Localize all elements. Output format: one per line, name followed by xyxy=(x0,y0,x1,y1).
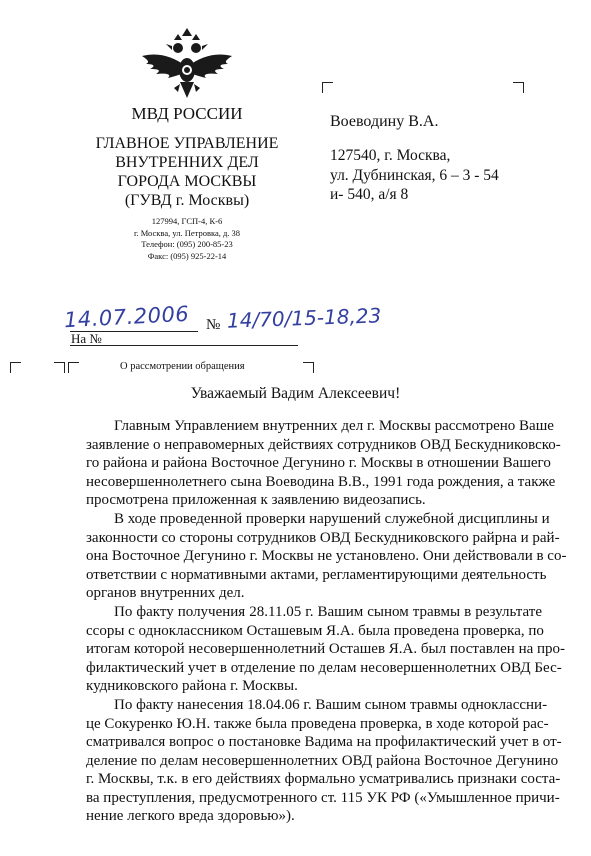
recipient-address-line: 127540, г. Москва, xyxy=(330,147,451,164)
letter-body xyxy=(86,417,567,826)
text-line: кудниковского района г. Москвы. xyxy=(86,678,298,695)
text-line: просмотрена приложенная к заявлению видеозапись. xyxy=(86,492,426,509)
directorate-line: ВНУТРЕННИХ ДЕЛ xyxy=(115,154,259,171)
directorate-line: (ГУВД г. Москвы) xyxy=(124,192,250,209)
recipient-address-line: ул. Дубнинская, 6 – 3 - 54 xyxy=(330,166,499,184)
corner-mark xyxy=(322,82,333,93)
text-line: органов внутренних дел. xyxy=(86,585,245,602)
text-line: ссоры с одноклассником Осташевым Я.А. была проведена проверка, по xyxy=(86,622,544,639)
paragraph xyxy=(86,696,562,826)
salutation: Уважаемый Вадим Алексеевич! xyxy=(190,385,401,402)
double-headed-eagle-emblem-icon xyxy=(128,26,246,108)
corner-mark xyxy=(513,82,524,93)
reply-to-label: На № xyxy=(71,331,102,346)
text-line: По факту получения 28.11.05 г. Вашим сыном травмы в результате xyxy=(114,603,542,620)
directorate-line: ГЛАВНОЕ УПРАВЛЕНИЕ xyxy=(95,135,279,152)
text-line: заявление о неправомерных действиях сотрудников ОВД Бескудниковско- xyxy=(86,436,561,453)
postal-code-line: 127994, ГСП-4, К-6 xyxy=(151,216,223,226)
text-line: го района и района Восточное Дегунино г. Москвы в отношении Вашего xyxy=(86,455,551,472)
corner-mark xyxy=(303,362,314,373)
text-line: нение легкого вреда здоровью»). xyxy=(86,808,295,825)
text-line: несовершеннолетнего сына Воеводина В.В., 1991 года рождения, а также xyxy=(86,473,556,490)
number-label: № xyxy=(206,317,221,333)
text-line: ва преступления, предусмотренного ст. 115 УК РФ («Умышленное причи- xyxy=(86,789,560,806)
corner-mark xyxy=(68,362,79,373)
phone-line: Телефон: (095) 200-85-23 xyxy=(141,239,233,249)
recipient-address-line: и- 540, а/я 8 xyxy=(330,186,409,203)
text-line: По факту нанесения 18.04.06 г. Вашим сыном травмы одноклассни- xyxy=(114,696,548,713)
text-line: сматривался вопрос о постановке Вадима на профилактический учет в от- xyxy=(86,734,562,751)
number-underline xyxy=(70,345,298,346)
corner-mark xyxy=(54,362,65,373)
recipient-name: Воеводину В.А. xyxy=(330,113,439,130)
handwritten-number: 14/70/15-18,23 xyxy=(226,303,382,333)
paragraph xyxy=(86,417,561,510)
subject-line: О рассмотрении обращения xyxy=(120,361,245,372)
directorate-name xyxy=(60,134,314,210)
text-line: деление по делам несовершеннолетних ОВД района Восточное Дегунино xyxy=(86,752,559,769)
text-line: ответствии с нормативными актами, регламентирующими деятельность xyxy=(86,566,547,583)
handwritten-date: 14.07.2006 xyxy=(63,301,190,333)
text-line: филактический учет в отделение по делам несовершеннолетних ОВД Бес- xyxy=(86,659,562,676)
text-line: В ходе проведенной проверки нарушений служебной дисциплины и xyxy=(114,510,550,527)
directorate-line: ГОРОДА МОСКВЫ xyxy=(117,173,257,190)
recipient-address xyxy=(330,146,499,205)
paragraph xyxy=(86,510,567,603)
text-line: це Сокуренко Ю.Н. также была проведена проверка, в ходе которой рас- xyxy=(86,715,549,732)
text-line: она Восточное Дегунино г. Москвы не установлено. Они действовали в со- xyxy=(86,548,567,565)
corner-mark xyxy=(10,362,21,373)
text-line: законности со стороны сотрудников ОВД Бескудниковского райрна и рай- xyxy=(86,529,560,546)
text-line: г. Москвы, т.к. в его действиях формально усматривались признаки соста- xyxy=(86,771,561,788)
text-line: итогам которой несовершеннолетний Осташев Я.А. был поставлен на про- xyxy=(86,641,566,658)
street-address-line: г. Москва, ул. Петровка, д. 38 xyxy=(133,227,241,238)
organization-name: МВД РОССИИ xyxy=(131,104,243,123)
paragraph xyxy=(86,603,566,696)
fax-line: Факс: (095) 925-22-14 xyxy=(147,250,227,261)
text-line: Главным Управлением внутренних дел г. Москвы рассмотрено Ваше xyxy=(114,418,554,434)
contact-block xyxy=(60,216,314,262)
